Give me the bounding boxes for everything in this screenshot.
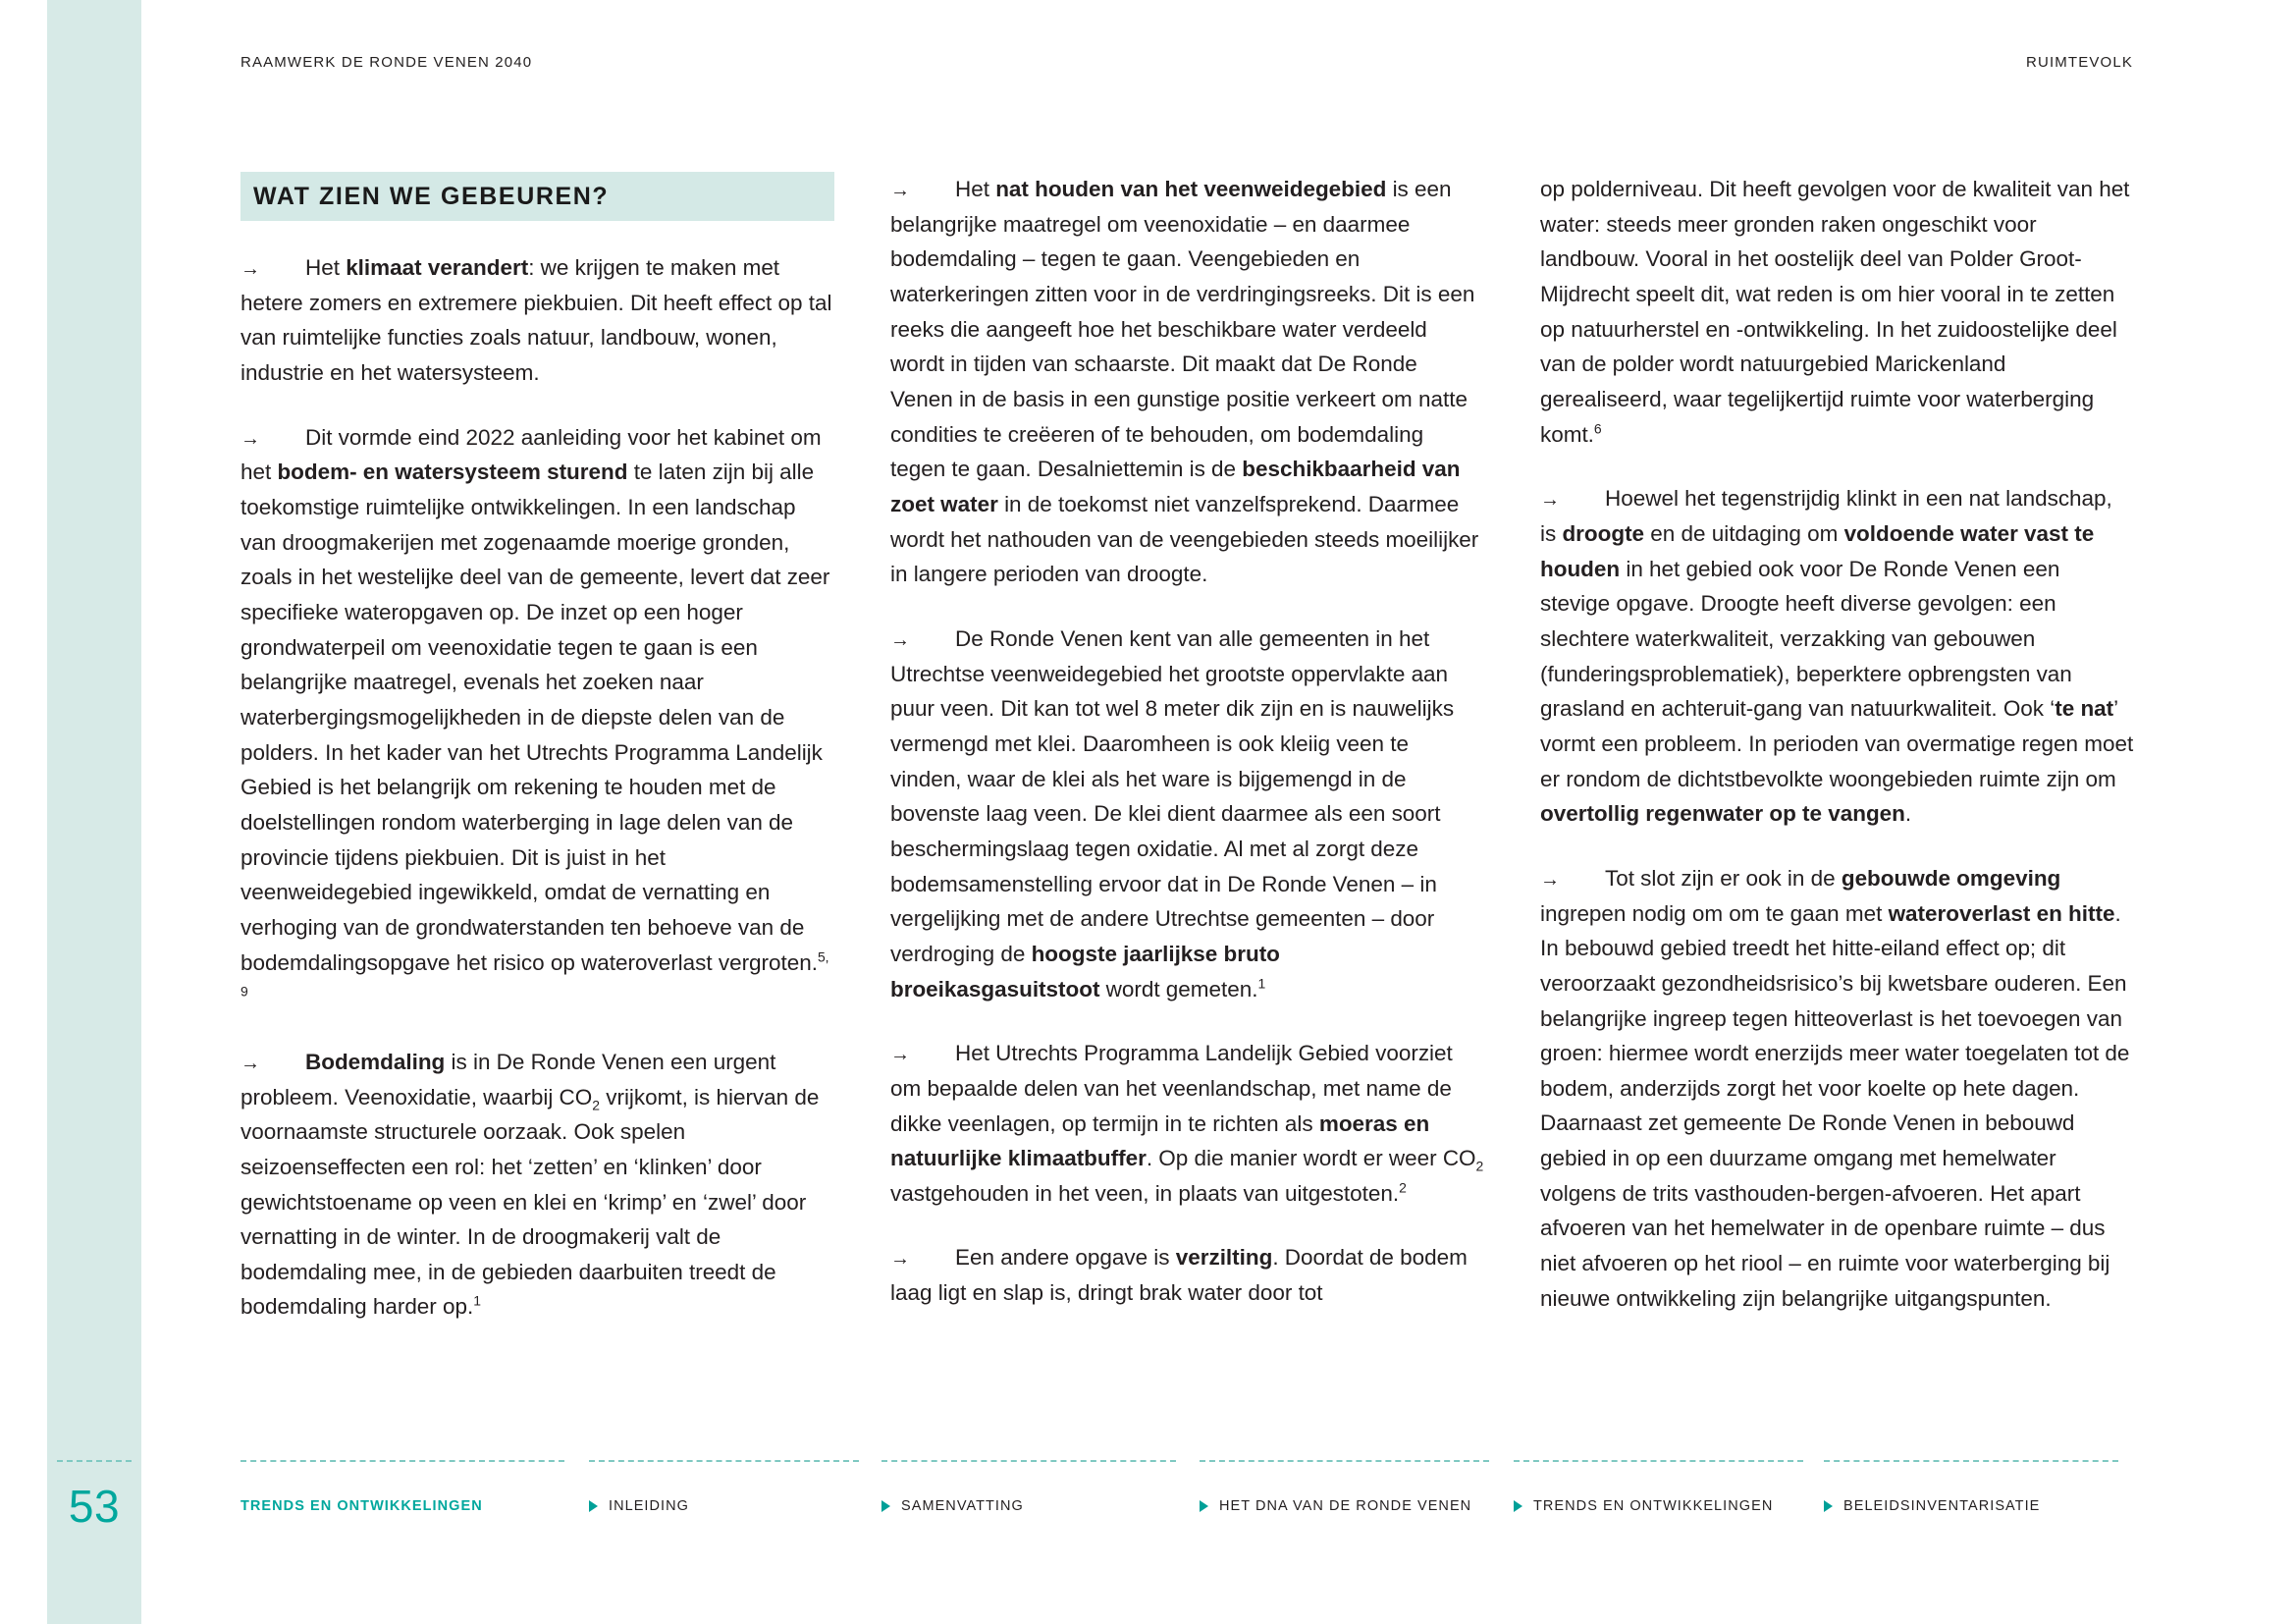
arrow-bullet-icon: → xyxy=(890,1248,910,1271)
footer-nav-text: HET DNA VAN DE RONDE VENEN xyxy=(1219,1498,1472,1514)
footer-nav-label[interactable] xyxy=(881,1498,1176,1514)
arrow-bullet-icon: → xyxy=(240,427,260,450)
play-triangle-icon xyxy=(589,1500,598,1512)
footer-nav-text: INLEIDING xyxy=(609,1498,689,1514)
para-droogte: → Hoewel het tegenstrijdig klinkt in een nat landschap, is droogte en de uitdaging om voldoende water vast te houden in het gebied ook voor De Ronde Venen een stevige opgave. Droogte heeft diverse gevolgen: een slechtere waterkwaliteit, verzakking van gebouwen (funderingsproblematiek), beperktere opbrengsten van grasland en achteruit-gang van natuurkwaliteit. Ook ‘te nat’ vormt een probleem. In perioden van overmatige regen moet er rondom de dichtstbevolkte woongebieden ruimte zijn om overtollig regenwater op te vangen. xyxy=(1540,486,2134,827)
page-spine-band xyxy=(47,0,141,1624)
arrow-bullet-icon: → xyxy=(890,180,910,201)
footer-dashed-rule xyxy=(1514,1460,1803,1462)
column-1 xyxy=(240,172,834,1325)
column-2 xyxy=(890,172,1484,1325)
footer-dashed-rule xyxy=(1200,1460,1489,1462)
arrow-bullet-icon: → xyxy=(1540,489,1560,512)
running-head-left: RAAMWERK DE RONDE VENEN 2040 xyxy=(240,54,533,71)
footer-nav-item[interactable] xyxy=(881,1460,1176,1514)
play-triangle-icon xyxy=(1200,1500,1208,1512)
footer-nav-item[interactable] xyxy=(589,1460,859,1514)
arrow-bullet-icon: → xyxy=(890,628,910,651)
para-grootste-oppervlakte-veen: → De Ronde Venen kent van alle gemeenten in het Utrechtse veenweidegebied het grootste oppervlakte aan puur veen. Dit kan tot wel 8 meter dik zijn en is nauwelijks vermengd met klei. Daaromheen is ook kleiig veen te vinden, waar de klei als het ware is bijgemengd in de bovenste laag veen. De klei dient daarmee als een soort beschermingslaag tegen oxidatie. Al met al zorgt deze bodemsamenstelling ervoor dat in De Ronde Venen – in vergelijking met de andere Utrechtse gemeenten – door verdroging de hoogste jaarlijkse bruto broeikasgasuitstoot wordt gemeten.$^1$ xyxy=(890,625,1455,1001)
column-2-body xyxy=(890,172,1484,1311)
para-bodem-watersysteem-sturend: → Dit vormde eind 2022 aanleiding voor het kabinet om het bodem- en watersysteem sturend te laten zijn bij alle toekomstige ruimtelijke ontwikkelingen. In een landschap van droogmakerijen met zogenaamde moerige gronden, zoals in het westelijke deel van de gemeente, levert dat zeer specifieke wateropgaven op. De inzet op een hoger grondwaterpeil om veenoxidatie tegen te gaan is een belangrijke maatregel, evenals het zoeken naar waterbergingsmogelijkheden in de diepste delen van de polders. In het kader van het Utrechts Programma Landelijk Gebied is het belangrijk om rekening te houden met de doelstellingen rondom waterberging in lage delen van de provincie tijdens piekbuien. Dit is juist in het veenweidegebied ingewikkeld, omdat de vernatting en verhoging van de grondwaterstanden ten behoeve van de bodemdalingsopgave het risico op wateroverlast vergroten.$^{5, 9}$ xyxy=(240,424,830,1000)
play-triangle-icon xyxy=(881,1500,890,1512)
arrow-bullet-icon: → xyxy=(240,258,260,280)
content-columns xyxy=(240,172,2135,1325)
section-banner: WAT ZIEN WE GEBEUREN? xyxy=(240,172,834,221)
footer-dashed-rule xyxy=(240,1460,564,1462)
play-triangle-icon xyxy=(1514,1500,1522,1512)
footer-nav-text: TRENDS EN ONTWIKKELINGEN xyxy=(240,1498,483,1514)
play-triangle-icon xyxy=(1824,1500,1833,1512)
arrow-bullet-icon: → xyxy=(890,1044,910,1066)
column-3-body xyxy=(1540,172,2134,1316)
footer-nav-text: BELEIDSINVENTARISATIE xyxy=(1843,1498,2041,1514)
footer-nav-item[interactable] xyxy=(1824,1460,2118,1514)
para-moeras-klimaatbuffer: → Het Utrechts Programma Landelijk Gebied voorziet om bepaalde delen van het veenlandschap, met name de dikke veenlagen, op termijn in te richten als moeras en natuurlijke klimaatbuffer. Op die manier wordt er weer $CO_2$ vastgehouden in het veen, in plaats van uitgestoten.$^2$ xyxy=(890,1041,1484,1206)
page-number: 53 xyxy=(68,1481,121,1532)
column-1-body xyxy=(240,250,834,1325)
arrow-bullet-icon: → xyxy=(240,1052,260,1074)
para-nat-houden-veenweidegebied: → Het nat houden van het veenweidegebied is een belangrijke maatregel om veenoxidatie – en daarmee bodemdaling – tegen te gaan. Veengebieden en waterkeringen zitten voor in de verdringingsreeks. Dit is een reeks die aangeeft hoe het beschikbare water verdeeld wordt in tijden van schaarste. Dit maakt dat De Ronde Venen in de basis in een gunstige positie verkeert om natte condities te creëeren of te behouden, om bodemdaling tegen te gaan. Desalniettemin is de beschikbaarheid van zoet water in de toekomst niet vanzelfsprekend. Daarmee wordt het nathouden van de veengebieden steeds moeilijker in langere perioden van droogte. xyxy=(890,177,1479,587)
para-bodemdaling: → Bodemdaling is in De Ronde Venen een urgent probleem. Veenoxidatie, waarbij $CO_2$ vrijkomt, is hiervan de voornaamste structurele oorzaak. Ook spelen seizoenseffecten een rol: het ‘zetten’ en ‘klinken’ door gewichtstoename op veen en klei en ‘krimp’ en ‘zwel’ door vernatting in de winter. In de droogmakerij valt de bodemdaling mee, in de gebieden daarbuiten treedt de bodemdaling harder op.$^1$ xyxy=(240,1049,820,1320)
para-verzilting: → Een andere opgave is verzilting. Doordat de bodem laag ligt en slap is, dringt brak water door tot xyxy=(890,1245,1468,1306)
footer-nav-label[interactable] xyxy=(589,1498,859,1514)
running-head-right: RUIMTEVOLK xyxy=(2025,54,2133,71)
footer-nav-label[interactable] xyxy=(1200,1498,1489,1514)
footer-nav-label[interactable] xyxy=(1514,1498,1803,1514)
footer-nav-label[interactable] xyxy=(240,1498,564,1514)
footer-nav-label[interactable] xyxy=(1824,1498,2118,1514)
footer-navigation xyxy=(0,1460,2296,1578)
footer-nav-text: SAMENVATTING xyxy=(901,1498,1024,1514)
footer-dashed-rule xyxy=(881,1460,1176,1462)
footer-dashed-rule xyxy=(589,1460,859,1462)
footer-nav-text: TRENDS EN ONTWIKKELINGEN xyxy=(1533,1498,1774,1514)
para-polderniveau-continued: op polderniveau. Dit heeft gevolgen voor de kwaliteit van het water: steeds meer gronden raken ongeschikt voor landbouw. Vooral in het oostelijk deel van Polder Groot-Mijdrecht speelt dit, wat reden is om hier vooral in te zetten op natuurherstel en -ontwikkeling. In het zuidoostelijke deel van de polder wordt natuurgebied Marickenland gerealiseerd, waar tegelijkertijd ruimte voor waterberging komt.$^6$ xyxy=(1540,177,2130,447)
column-3 xyxy=(1540,172,2134,1325)
arrow-bullet-icon: → xyxy=(1540,868,1560,891)
page-left-margin xyxy=(0,0,47,1624)
footer-nav-item[interactable] xyxy=(1200,1460,1489,1514)
para-klimaat-verandert: → Het klimaat verandert: we krijgen te maken met hetere zomers en extremere piekbuien. Dit heeft effect op tal van ruimtelijke functies zoals natuur, landbouw, wonen, industrie en het watersysteem. xyxy=(240,255,832,385)
footer-dashed-rule xyxy=(1824,1460,2118,1462)
para-gebouwde-omgeving: → Tot slot zijn er ook in de gebouwde omgeving ingrepen nodig om om te gaan met wateroverlast en hitte. In bebouwd gebied treedt het hitte-eiland effect op; dit veroorzaakt gezondheidsrisico’s bij kwetsbare ouderen. Een belangrijke ingreep tegen hitteoverlast is het toevoegen van groen: hiermee wordt enerzijds meer water toegelaten tot de bodem, anderzijds zorgt het voor koelte op hete dagen. Daarnaast zet gemeente De Ronde Venen in bebouwd gebied in op een duurzame omgang met hemelwater volgens de trits vasthouden-bergen-afvoeren. Het apart afvoeren van het hemelwater in de openbare ruimte – dus niet afvoeren op het riool – en ruimte voor waterberging bij nieuwe ontwikkeling zijn belangrijke uitgangspunten. xyxy=(1540,865,2130,1311)
footer-nav-item[interactable] xyxy=(240,1460,564,1514)
footer-nav-item[interactable] xyxy=(1514,1460,1803,1514)
